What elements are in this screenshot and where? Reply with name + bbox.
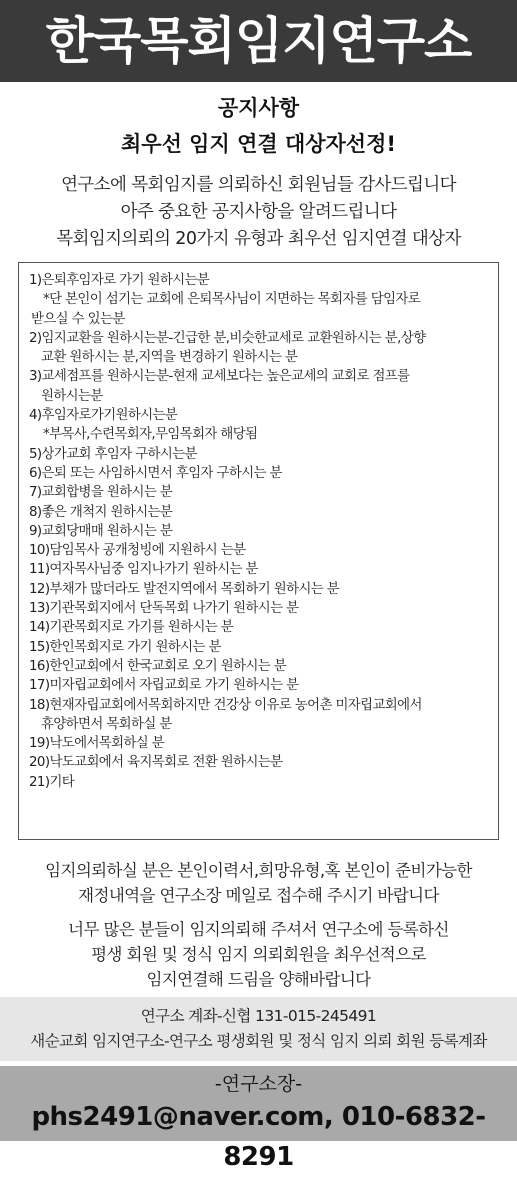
bank-account-line: 연구소 계좌-신협 131-015-245491 (140, 1007, 377, 1025)
list-item-text: 21)기타 (29, 774, 75, 790)
list-item-continuation: 원하시는분 (41, 388, 103, 404)
list-item-text: 7)교회합병을 원하시는 분 (29, 485, 173, 501)
list-item-continuation: 휴양하면서 목회하실 분 (41, 716, 172, 732)
list-item-text: 20)낙도교회에서 육지목회로 전환 원하시는분 (29, 755, 283, 771)
list-item (29, 657, 490, 676)
list-item-text: 11)여자목사님중 임지나가기 원하시는 분 (29, 562, 258, 578)
notice-heading: 공지사항 (217, 96, 300, 120)
list-item-note: *단 본인이 섬기는 교회에 은퇴목사님이 지면하는 목회자를 담임자로 (43, 292, 421, 308)
list-item-text: 8)좋은 개척지 원하시는분 (29, 504, 173, 520)
org-title-banner (0, 0, 517, 82)
list-item (29, 580, 490, 599)
intro-text (0, 172, 517, 253)
director-label: -연구소장- (214, 1073, 303, 1095)
list-item (29, 638, 490, 657)
bank-account-purpose: 새순교회 임지연구소-연구소 평생회원 및 정식 임지 의뢰 회원 등록계좌 (30, 1032, 487, 1050)
list-item (29, 676, 490, 695)
list-item (29, 696, 490, 735)
list-item (29, 753, 490, 772)
list-item (29, 618, 490, 637)
intro-line: 목회임지의뢰의 20가지 유형과 최우선 임지연결 대상자 (56, 229, 461, 249)
list-item-text: 19)낙도에서목회하실 분 (29, 736, 165, 752)
contact-footer (0, 1066, 517, 1172)
org-title: 한국목회임지연구소 (45, 12, 472, 70)
request-type-list-box (18, 262, 499, 840)
list-item-continuation: 교환 원하시는 분,지역을 변경하기 원하시는 분 (41, 350, 298, 366)
list-item-text: 6)은퇴 또는 사임하시면서 후임자 구하시는 분 (29, 465, 282, 481)
list-item (29, 445, 490, 464)
list-item (29, 483, 490, 502)
list-item-text: 3)교세점프를 원하시는분-현재 교세보다는 높은교세의 교회로 점프를 (29, 369, 410, 385)
list-item-text: 5)상가교회 후임자 구하시는분 (29, 446, 197, 462)
instruction-line: 임지의뢰하실 분은 본인이력서,희망유형,혹 본인이 준비가능한 (45, 861, 472, 880)
contact-info: phs2491@naver.com, 010-6832-8291 (31, 1102, 486, 1172)
list-item (29, 541, 490, 560)
list-item (29, 464, 490, 483)
list-item-text: 14)기관목회지로 가기를 원하시는 분 (29, 620, 234, 636)
list-item (29, 367, 490, 406)
notice-subheading: 최우선 임지 연결 대상자선정! (121, 132, 396, 156)
list-item-text: 2)임지교환을 원하시는분-긴급한 분,비슷한교세로 교환원하시는 분,상향 (29, 330, 426, 346)
list-item-text: 1)은퇴후임자로 가기 원하시는분 (29, 273, 210, 288)
list-item-text: 9)교회당매매 원하시는 분 (29, 523, 173, 539)
application-instructions (0, 858, 517, 908)
list-item (29, 329, 490, 368)
list-item (29, 406, 490, 445)
list-item (29, 503, 490, 522)
list-item-text: 13)기관목회지에서 단독목회 나가기 원하시는 분 (29, 601, 299, 617)
list-item (29, 599, 490, 618)
bank-account-bar (0, 997, 517, 1061)
list-item-text: 12)부채가 많더라도 발전지역에서 목회하기 원하시는 분 (29, 581, 340, 597)
list-item-text: 16)한인교회에서 한국교회로 오기 원하시는 분 (29, 658, 287, 674)
priority-line: 평생 회원 및 정식 임지 의뢰회원을 최우선적으로 (91, 945, 426, 964)
list-item-text: 15)한인목회지로 가기 원하시는 분 (29, 639, 221, 655)
list-item-note: *부목사,수련목회자,무임목회자 해당됨 (43, 427, 258, 443)
intro-line: 아주 중요한 공지사항을 알려드립니다 (120, 202, 397, 222)
list-item-text: 4)후임자로가기원하시는분 (29, 408, 178, 424)
list-item-note: 받으실 수 있는분 (31, 311, 125, 327)
priority-line: 임지연결해 드림을 양해바랍니다 (146, 970, 371, 989)
list-item (29, 522, 490, 541)
list-item (29, 734, 490, 753)
list-item-text: 17)미자립교회에서 자립교회로 가기 원하시는 분 (29, 678, 299, 694)
request-type-list (29, 271, 490, 792)
instruction-line: 재정내역을 연구소장 메일로 접수해 주시기 바랍니다 (78, 886, 439, 905)
list-item-text: 18)현재자립교회에서목회하지만 건강상 이유로 농어촌 미자립교회에서 (29, 697, 422, 713)
list-item-text: 10)담임목사 공개청빙에 지원하시 는분 (29, 543, 246, 559)
list-item (29, 560, 490, 579)
list-item (29, 271, 490, 329)
list-item (29, 773, 490, 792)
priority-notice (0, 917, 517, 992)
intro-line: 연구소에 목회임지를 의뢰하신 회원님들 감사드립니다 (61, 175, 456, 195)
priority-line: 너무 많은 분들이 임지의뢰해 주셔서 연구소에 등록하신 (68, 920, 449, 939)
